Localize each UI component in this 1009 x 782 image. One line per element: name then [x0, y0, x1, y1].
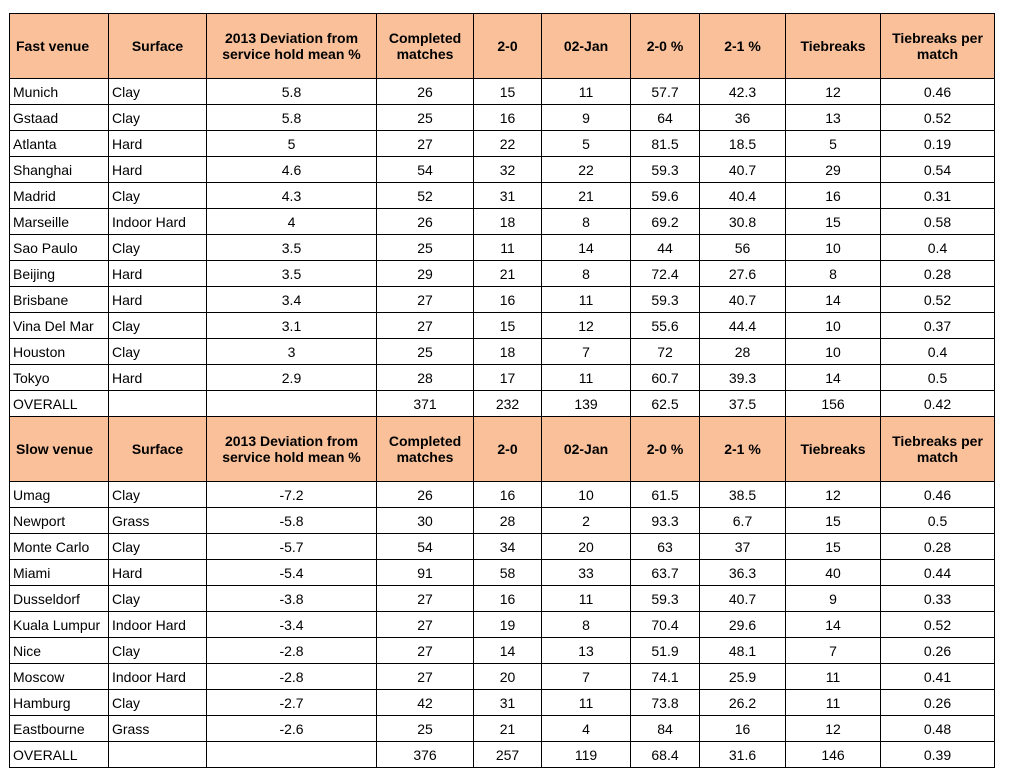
two-zero-pct-cell: 70.4: [631, 612, 700, 638]
two-zero-pct-header: 2-0 %: [631, 417, 700, 482]
two-zero-pct-cell: 55.6: [631, 313, 700, 339]
deviation-cell: 5.8: [207, 105, 377, 131]
two-one-cell: 139: [542, 391, 631, 417]
two-one-cell: 2: [542, 508, 631, 534]
completed-cell: 27: [377, 313, 474, 339]
table-row: [10, 560, 995, 586]
two-one-cell: 7: [542, 339, 631, 365]
two-zero-pct-cell: 51.9: [631, 638, 700, 664]
tiebreaks-per-match-cell: 0.46: [881, 79, 995, 105]
surface-cell: Hard: [109, 131, 207, 157]
venue-cell: Tokyo: [10, 365, 109, 391]
two-one-pct-cell: 40.7: [700, 586, 786, 612]
tiebreaks-cell: 14: [786, 287, 881, 313]
tiebreaks-cell: 12: [786, 716, 881, 742]
two-zero-cell: 11: [474, 235, 542, 261]
venue-cell: Sao Paulo: [10, 235, 109, 261]
venue-cell: Monte Carlo: [10, 534, 109, 560]
two-one-cell: 9: [542, 105, 631, 131]
completed-cell: 91: [377, 560, 474, 586]
tiebreaks-cell: 16: [786, 183, 881, 209]
surface-cell: Clay: [109, 586, 207, 612]
table-row: [10, 105, 995, 131]
table-row: [10, 235, 995, 261]
venue-header: Slow venue: [10, 417, 109, 482]
surface-cell: Clay: [109, 105, 207, 131]
completed-cell: 371: [377, 391, 474, 417]
two-zero-pct-cell: 84: [631, 716, 700, 742]
two-one-cell: 22: [542, 157, 631, 183]
two-zero-pct-cell: 59.3: [631, 287, 700, 313]
completed-cell: 26: [377, 482, 474, 508]
two-one-cell: 33: [542, 560, 631, 586]
tiebreaks-header: Tiebreaks: [786, 417, 881, 482]
completed-cell: 25: [377, 105, 474, 131]
venue-stats-table: [9, 13, 995, 768]
two-zero-header: 2-0: [474, 417, 542, 482]
table-row: [10, 716, 995, 742]
deviation-cell: 2.9: [207, 365, 377, 391]
surface-cell: Hard: [109, 261, 207, 287]
two-one-pct-cell: 16: [700, 716, 786, 742]
two-zero-cell: 22: [474, 131, 542, 157]
tiebreaks-cell: 10: [786, 313, 881, 339]
two-one-pct-cell: 25.9: [700, 664, 786, 690]
surface-cell: Clay: [109, 339, 207, 365]
two-zero-pct-cell: 69.2: [631, 209, 700, 235]
tiebreaks-per-match-cell: 0.26: [881, 690, 995, 716]
surface-cell: Hard: [109, 157, 207, 183]
venue-cell: Madrid: [10, 183, 109, 209]
two-one-pct-cell: 56: [700, 235, 786, 261]
two-zero-pct-cell: 74.1: [631, 664, 700, 690]
two-zero-pct-cell: 44: [631, 235, 700, 261]
surface-header: Surface: [109, 417, 207, 482]
tiebreaks-cell: 10: [786, 235, 881, 261]
two-one-cell: 12: [542, 313, 631, 339]
two-one-pct-cell: 44.4: [700, 313, 786, 339]
surface-cell: Clay: [109, 638, 207, 664]
two-zero-cell: 28: [474, 508, 542, 534]
two-one-pct-cell: 39.3: [700, 365, 786, 391]
tiebreaks-cell: 29: [786, 157, 881, 183]
venue-cell: Umag: [10, 482, 109, 508]
table-row: [10, 287, 995, 313]
table-row: [10, 664, 995, 690]
venue-cell: Vina Del Mar: [10, 313, 109, 339]
two-one-pct-cell: 40.4: [700, 183, 786, 209]
deviation-cell: -5.7: [207, 534, 377, 560]
venue-cell: Kuala Lumpur: [10, 612, 109, 638]
completed-cell: 27: [377, 612, 474, 638]
two-zero-cell: 16: [474, 586, 542, 612]
completed-cell: 26: [377, 209, 474, 235]
completed-cell: 52: [377, 183, 474, 209]
venue-cell: Dusseldorf: [10, 586, 109, 612]
two-zero-pct-cell: 57.7: [631, 79, 700, 105]
table-row: [10, 365, 995, 391]
tiebreaks-cell: 11: [786, 664, 881, 690]
tiebreaks-per-match-cell: 0.52: [881, 612, 995, 638]
venue-cell: Shanghai: [10, 157, 109, 183]
two-one-cell: 11: [542, 365, 631, 391]
tiebreaks-per-match-cell: 0.42: [881, 391, 995, 417]
venue-cell: Marseille: [10, 209, 109, 235]
tiebreaks-cell: 14: [786, 365, 881, 391]
deviation-cell: -3.4: [207, 612, 377, 638]
tiebreaks-per-match-cell: 0.31: [881, 183, 995, 209]
venue-cell: Nice: [10, 638, 109, 664]
two-one-cell: 5: [542, 131, 631, 157]
tiebreaks-per-match-header: Tiebreaks per match: [881, 14, 995, 79]
two-one-cell: 11: [542, 287, 631, 313]
tiebreaks-per-match-cell: 0.46: [881, 482, 995, 508]
two-one-cell: 8: [542, 209, 631, 235]
two-zero-cell: 34: [474, 534, 542, 560]
surface-cell: Clay: [109, 183, 207, 209]
two-zero-cell: 16: [474, 105, 542, 131]
two-zero-cell: 20: [474, 664, 542, 690]
venue-header: Fast venue: [10, 14, 109, 79]
two-zero-pct-cell: 72.4: [631, 261, 700, 287]
tiebreaks-cell: 10: [786, 339, 881, 365]
deviation-cell: 3.5: [207, 235, 377, 261]
completed-cell: 28: [377, 365, 474, 391]
tiebreaks-cell: 9: [786, 586, 881, 612]
two-one-cell: 11: [542, 586, 631, 612]
table-row: [10, 157, 995, 183]
two-one-pct-header: 2-1 %: [700, 14, 786, 79]
deviation-cell: [207, 742, 377, 768]
table-row: [10, 261, 995, 287]
two-zero-cell: 58: [474, 560, 542, 586]
deviation-cell: -5.8: [207, 508, 377, 534]
two-zero-pct-cell: 81.5: [631, 131, 700, 157]
two-one-pct-cell: 37.5: [700, 391, 786, 417]
two-one-cell: 8: [542, 261, 631, 287]
two-zero-cell: 18: [474, 339, 542, 365]
two-one-pct-cell: 29.6: [700, 612, 786, 638]
completed-cell: 27: [377, 664, 474, 690]
tiebreaks-per-match-header: Tiebreaks per match: [881, 417, 995, 482]
table-row: [10, 482, 995, 508]
two-one-cell: 4: [542, 716, 631, 742]
two-zero-cell: 31: [474, 183, 542, 209]
two-one-pct-cell: 48.1: [700, 638, 786, 664]
two-zero-pct-cell: 59.3: [631, 157, 700, 183]
two-one-pct-cell: 40.7: [700, 287, 786, 313]
two-zero-cell: 16: [474, 287, 542, 313]
surface-cell: Hard: [109, 365, 207, 391]
tiebreaks-per-match-cell: 0.39: [881, 742, 995, 768]
deviation-cell: -2.8: [207, 638, 377, 664]
table-row: [10, 339, 995, 365]
completed-cell: 27: [377, 586, 474, 612]
header-row: [10, 14, 995, 79]
two-one-pct-cell: 36: [700, 105, 786, 131]
two-one-cell: 119: [542, 742, 631, 768]
surface-cell: [109, 391, 207, 417]
venue-cell: Miami: [10, 560, 109, 586]
deviation-cell: 3: [207, 339, 377, 365]
two-zero-pct-cell: 62.5: [631, 391, 700, 417]
two-one-cell: 13: [542, 638, 631, 664]
tiebreaks-per-match-cell: 0.44: [881, 560, 995, 586]
deviation-cell: 3.4: [207, 287, 377, 313]
two-one-cell: 7: [542, 664, 631, 690]
table-row: [10, 131, 995, 157]
venue-cell: Houston: [10, 339, 109, 365]
surface-cell: Clay: [109, 313, 207, 339]
deviation-cell: 4.3: [207, 183, 377, 209]
two-zero-pct-cell: 63: [631, 534, 700, 560]
deviation-cell: 5: [207, 131, 377, 157]
tiebreaks-per-match-cell: 0.5: [881, 508, 995, 534]
two-one-pct-cell: 42.3: [700, 79, 786, 105]
surface-cell: Clay: [109, 79, 207, 105]
two-zero-cell: 31: [474, 690, 542, 716]
tiebreaks-per-match-cell: 0.37: [881, 313, 995, 339]
surface-cell: [109, 742, 207, 768]
two-zero-pct-cell: 59.3: [631, 586, 700, 612]
table-row: [10, 313, 995, 339]
tiebreaks-cell: 11: [786, 690, 881, 716]
deviation-cell: -3.8: [207, 586, 377, 612]
tiebreaks-cell: 8: [786, 261, 881, 287]
venue-cell: Brisbane: [10, 287, 109, 313]
tiebreaks-per-match-cell: 0.19: [881, 131, 995, 157]
two-one-pct-cell: 28: [700, 339, 786, 365]
deviation-cell: 3.5: [207, 261, 377, 287]
venue-cell: OVERALL: [10, 742, 109, 768]
two-one-pct-header: 2-1 %: [700, 417, 786, 482]
surface-cell: Grass: [109, 716, 207, 742]
tiebreaks-header: Tiebreaks: [786, 14, 881, 79]
completed-cell: 29: [377, 261, 474, 287]
tiebreaks-per-match-cell: 0.52: [881, 287, 995, 313]
tiebreaks-per-match-cell: 0.5: [881, 365, 995, 391]
tiebreaks-per-match-cell: 0.4: [881, 235, 995, 261]
overall-row: [10, 742, 995, 768]
completed-cell: 30: [377, 508, 474, 534]
two-one-cell: 14: [542, 235, 631, 261]
venue-cell: Munich: [10, 79, 109, 105]
two-one-pct-cell: 18.5: [700, 131, 786, 157]
table-row: [10, 638, 995, 664]
tiebreaks-cell: 15: [786, 209, 881, 235]
tiebreaks-per-match-cell: 0.28: [881, 534, 995, 560]
two-zero-cell: 17: [474, 365, 542, 391]
two-zero-pct-cell: 68.4: [631, 742, 700, 768]
tiebreaks-per-match-cell: 0.33: [881, 586, 995, 612]
venue-cell: Eastbourne: [10, 716, 109, 742]
two-zero-cell: 19: [474, 612, 542, 638]
surface-cell: Clay: [109, 235, 207, 261]
two-zero-pct-cell: 61.5: [631, 482, 700, 508]
two-one-cell: 21: [542, 183, 631, 209]
two-one-pct-cell: 31.6: [700, 742, 786, 768]
deviation-cell: -7.2: [207, 482, 377, 508]
deviation-cell: 4: [207, 209, 377, 235]
two-one-header: 02-Jan: [542, 14, 631, 79]
surface-cell: Clay: [109, 690, 207, 716]
table-row: [10, 79, 995, 105]
tiebreaks-cell: 7: [786, 638, 881, 664]
venue-cell: Hamburg: [10, 690, 109, 716]
tiebreaks-per-match-cell: 0.26: [881, 638, 995, 664]
deviation-cell: -2.8: [207, 664, 377, 690]
completed-cell: 376: [377, 742, 474, 768]
tiebreaks-cell: 13: [786, 105, 881, 131]
venue-cell: Moscow: [10, 664, 109, 690]
two-zero-pct-cell: 60.7: [631, 365, 700, 391]
deviation-cell: [207, 391, 377, 417]
two-zero-cell: 21: [474, 261, 542, 287]
completed-cell: 27: [377, 638, 474, 664]
tiebreaks-cell: 14: [786, 612, 881, 638]
two-one-pct-cell: 27.6: [700, 261, 786, 287]
completed-cell: 54: [377, 157, 474, 183]
surface-cell: Indoor Hard: [109, 612, 207, 638]
deviation-cell: 3.1: [207, 313, 377, 339]
table-row: [10, 534, 995, 560]
two-zero-cell: 32: [474, 157, 542, 183]
deviation-cell: -2.6: [207, 716, 377, 742]
two-one-pct-cell: 30.8: [700, 209, 786, 235]
two-one-pct-cell: 37: [700, 534, 786, 560]
tiebreaks-per-match-cell: 0.54: [881, 157, 995, 183]
two-one-header: 02-Jan: [542, 417, 631, 482]
two-one-pct-cell: 38.5: [700, 482, 786, 508]
tiebreaks-cell: 40: [786, 560, 881, 586]
surface-cell: Hard: [109, 287, 207, 313]
two-zero-cell: 15: [474, 79, 542, 105]
surface-header: Surface: [109, 14, 207, 79]
completed-cell: 26: [377, 79, 474, 105]
completed-cell: 54: [377, 534, 474, 560]
tiebreaks-cell: 15: [786, 534, 881, 560]
deviation-header: 2013 Deviation from service hold mean %: [207, 14, 377, 79]
header-row: [10, 417, 995, 482]
completed-cell: 25: [377, 339, 474, 365]
two-zero-pct-header: 2-0 %: [631, 14, 700, 79]
two-zero-cell: 232: [474, 391, 542, 417]
two-zero-cell: 15: [474, 313, 542, 339]
completed-header: Completed matches: [377, 417, 474, 482]
two-zero-cell: 14: [474, 638, 542, 664]
surface-cell: Grass: [109, 508, 207, 534]
surface-cell: Clay: [109, 534, 207, 560]
venue-cell: Newport: [10, 508, 109, 534]
surface-cell: Hard: [109, 560, 207, 586]
tiebreaks-cell: 5: [786, 131, 881, 157]
two-one-cell: 11: [542, 690, 631, 716]
completed-cell: 27: [377, 287, 474, 313]
table-row: [10, 586, 995, 612]
deviation-cell: 5.8: [207, 79, 377, 105]
two-zero-pct-cell: 73.8: [631, 690, 700, 716]
venue-cell: OVERALL: [10, 391, 109, 417]
venue-cell: Gstaad: [10, 105, 109, 131]
two-zero-cell: 257: [474, 742, 542, 768]
two-one-cell: 10: [542, 482, 631, 508]
two-zero-pct-cell: 63.7: [631, 560, 700, 586]
two-zero-pct-cell: 93.3: [631, 508, 700, 534]
table-row: [10, 690, 995, 716]
table-row: [10, 508, 995, 534]
two-zero-pct-cell: 64: [631, 105, 700, 131]
tiebreaks-cell: 156: [786, 391, 881, 417]
table-row: [10, 209, 995, 235]
two-one-cell: 8: [542, 612, 631, 638]
tiebreaks-per-match-cell: 0.41: [881, 664, 995, 690]
deviation-cell: -5.4: [207, 560, 377, 586]
two-zero-pct-cell: 59.6: [631, 183, 700, 209]
tiebreaks-per-match-cell: 0.28: [881, 261, 995, 287]
two-zero-pct-cell: 72: [631, 339, 700, 365]
tiebreaks-cell: 12: [786, 482, 881, 508]
two-one-cell: 20: [542, 534, 631, 560]
surface-cell: Clay: [109, 482, 207, 508]
deviation-cell: -2.7: [207, 690, 377, 716]
two-one-pct-cell: 26.2: [700, 690, 786, 716]
two-one-pct-cell: 36.3: [700, 560, 786, 586]
two-one-cell: 11: [542, 79, 631, 105]
completed-cell: 42: [377, 690, 474, 716]
two-zero-cell: 18: [474, 209, 542, 235]
completed-cell: 25: [377, 235, 474, 261]
surface-cell: Indoor Hard: [109, 209, 207, 235]
tiebreaks-per-match-cell: 0.4: [881, 339, 995, 365]
tiebreaks-per-match-cell: 0.52: [881, 105, 995, 131]
tiebreaks-per-match-cell: 0.58: [881, 209, 995, 235]
two-one-pct-cell: 40.7: [700, 157, 786, 183]
completed-cell: 27: [377, 131, 474, 157]
deviation-cell: 4.6: [207, 157, 377, 183]
completed-cell: 25: [377, 716, 474, 742]
tiebreaks-per-match-cell: 0.48: [881, 716, 995, 742]
two-zero-cell: 16: [474, 482, 542, 508]
two-zero-header: 2-0: [474, 14, 542, 79]
two-one-pct-cell: 6.7: [700, 508, 786, 534]
table-row: [10, 183, 995, 209]
tiebreaks-cell: 15: [786, 508, 881, 534]
surface-cell: Indoor Hard: [109, 664, 207, 690]
tiebreaks-cell: 12: [786, 79, 881, 105]
two-zero-cell: 21: [474, 716, 542, 742]
tiebreaks-cell: 146: [786, 742, 881, 768]
completed-header: Completed matches: [377, 14, 474, 79]
table-row: [10, 612, 995, 638]
venue-cell: Beijing: [10, 261, 109, 287]
deviation-header: 2013 Deviation from service hold mean %: [207, 417, 377, 482]
overall-row: [10, 391, 995, 417]
venue-cell: Atlanta: [10, 131, 109, 157]
